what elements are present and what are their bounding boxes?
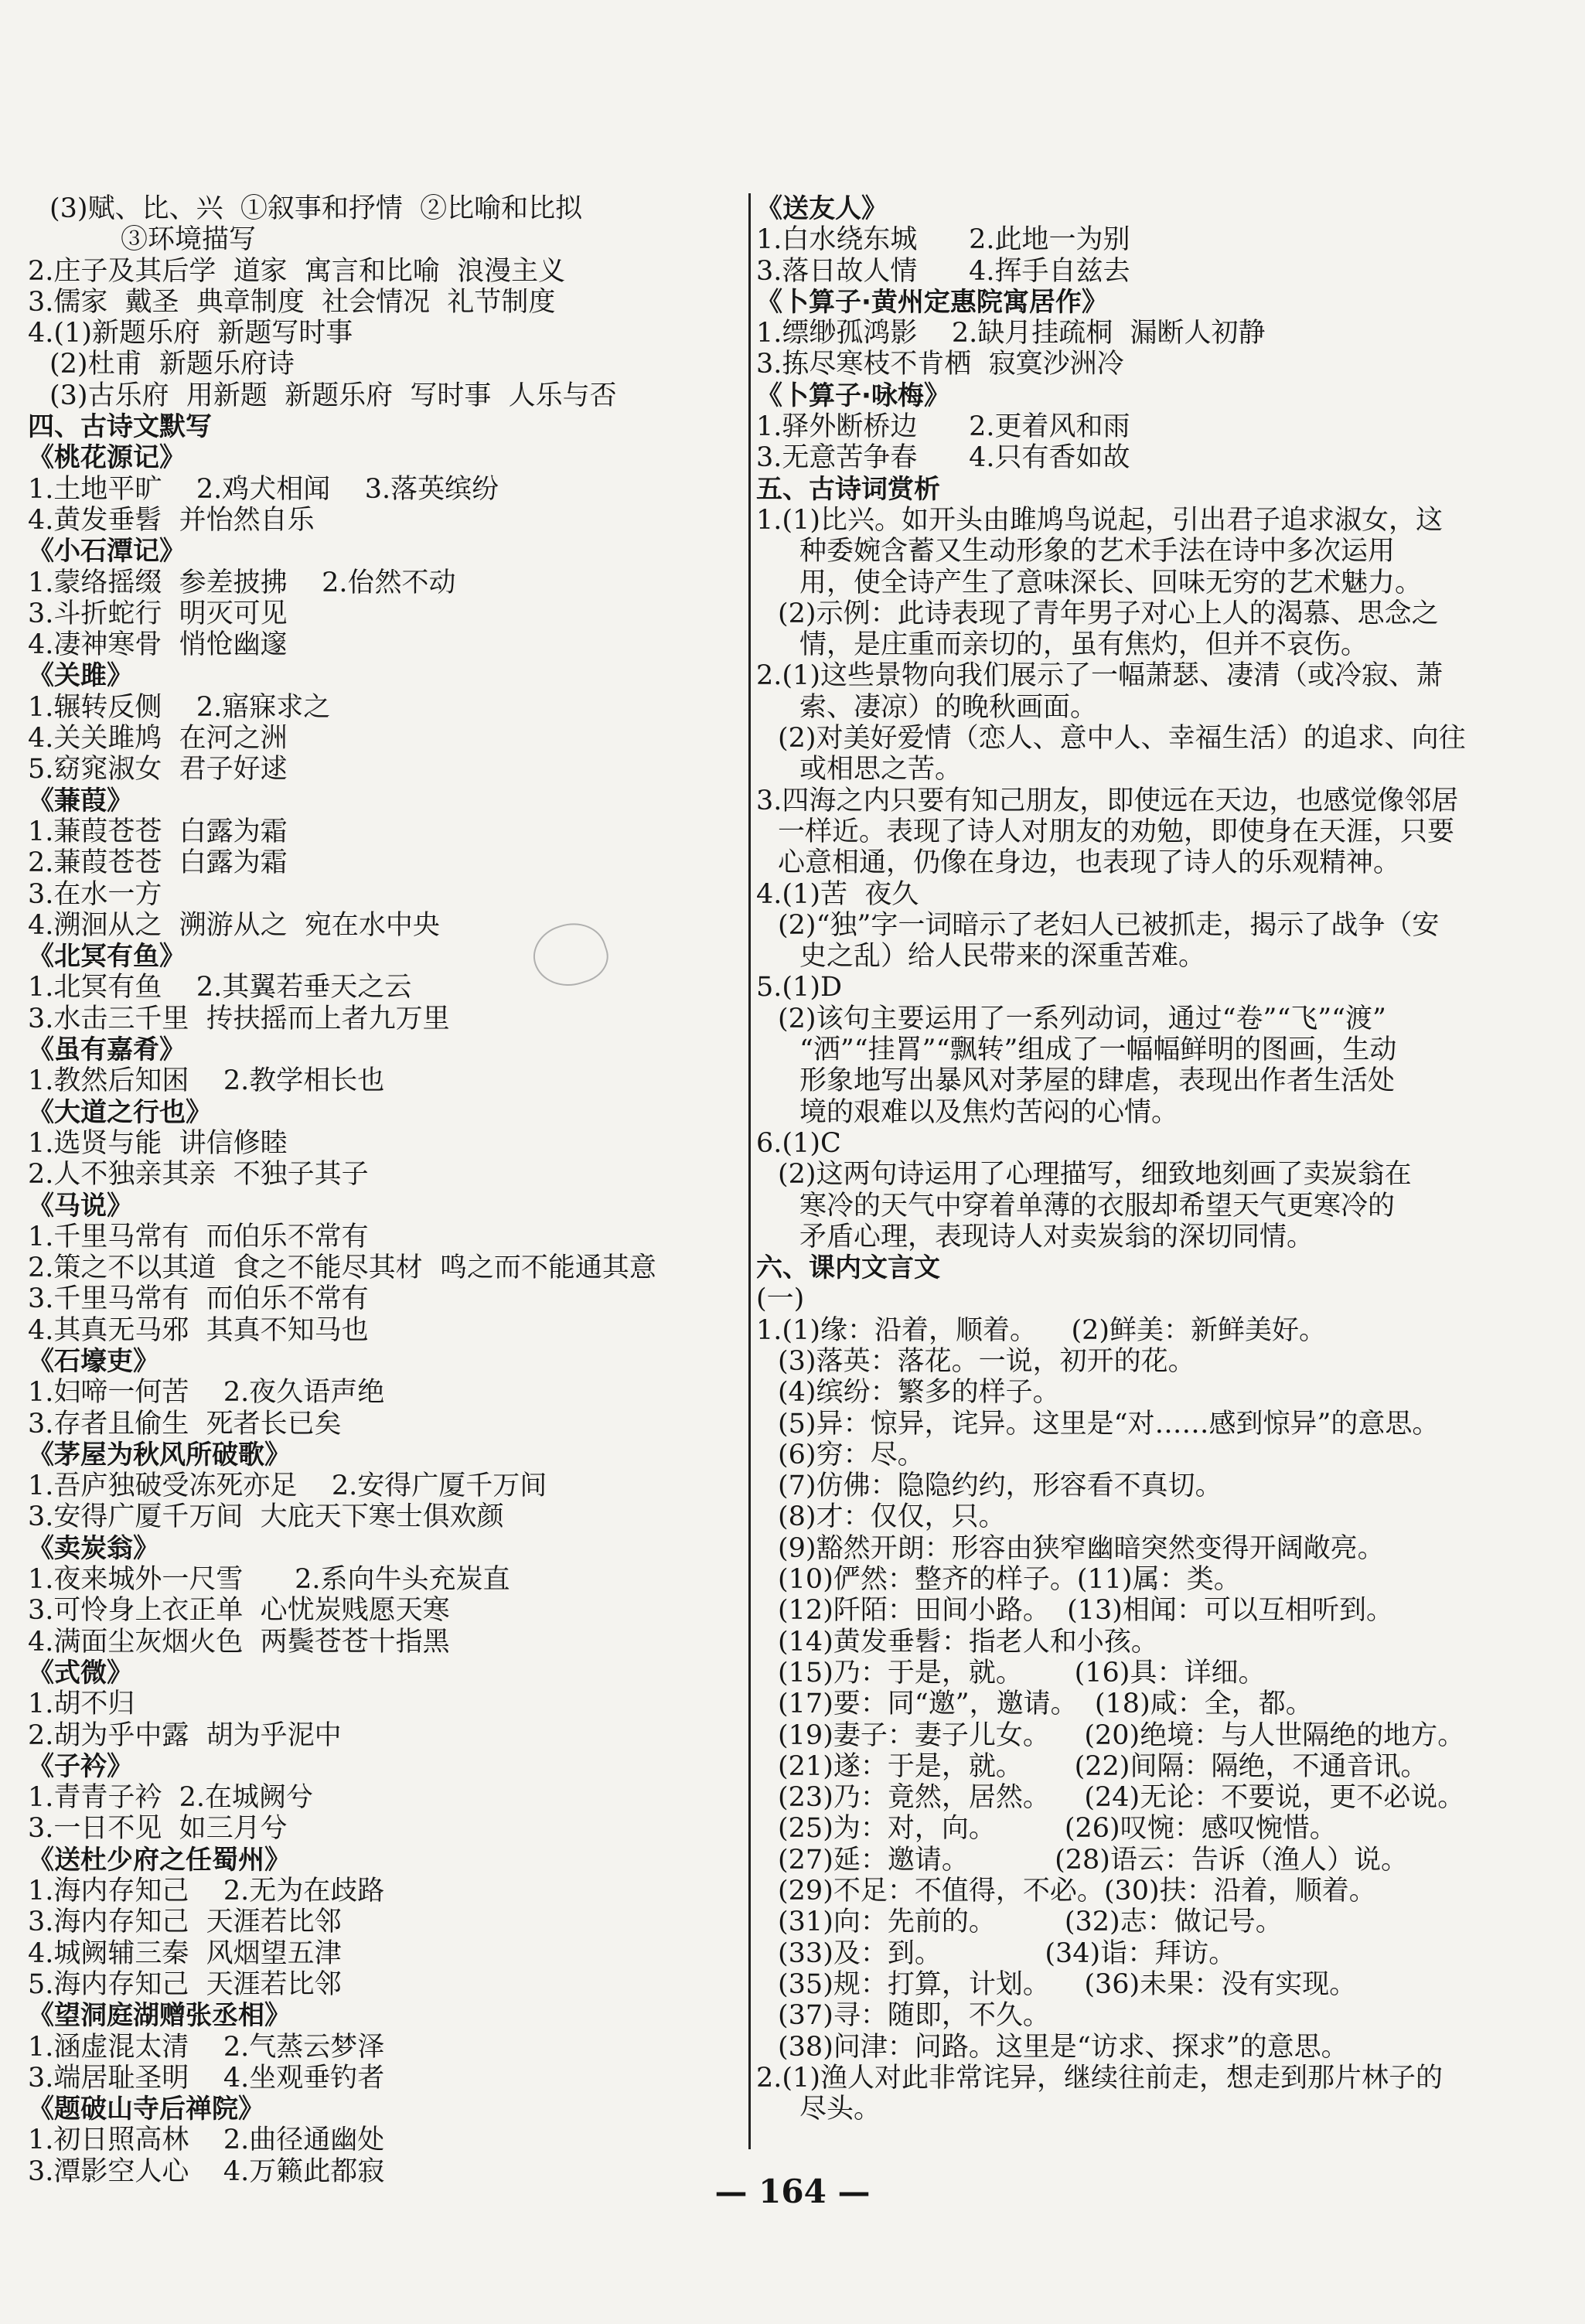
right-line: (8)才：仅仅，只。	[778, 1501, 1006, 1533]
left-line: 3.水击三千里 抟扶摇而上者九万里	[28, 1003, 450, 1034]
left-heading: 《马说》	[28, 1190, 133, 1222]
right-line: 3.四海之内只要有知己朋友，即使远在天边，也感觉像邻居	[756, 785, 1459, 816]
right-line: (9)豁然开朗：形容由狭窄幽暗突然变得开阔敞亮。	[778, 1532, 1385, 1564]
left-line: (3)赋、比、兴 ①叙事和抒情 ②比喻和比拟	[49, 193, 583, 224]
left-line: 1.蒙络摇缀 参差披拂 2.佁然不动	[28, 567, 456, 598]
left-line: 4.凄神寒骨 悄怆幽邃	[28, 629, 288, 661]
left-line: 1.妇啼一何苦 2.夜久语声绝	[28, 1377, 385, 1409]
left-line: 3.存者且偷生 死者长已矣	[28, 1408, 342, 1440]
left-heading: 《北冥有鱼》	[28, 941, 186, 973]
left-line: ③环境描写	[121, 224, 257, 256]
right-line: (31)向：先前的。 (32)志：做记号。	[778, 1907, 1283, 1938]
right-line: 3.落日故人情 4.挥手自兹去	[756, 255, 1130, 287]
left-heading: 《虽有嘉肴》	[28, 1034, 186, 1066]
left-line: 2.策之不以其道 食之不能尽其材 鸣之而不能通其意	[28, 1252, 656, 1284]
right-line: (37)寻：随即，不久。	[778, 2000, 1050, 2032]
right-line: (17)要：同“邀”，邀请。 (18)咸：全，都。	[778, 1688, 1313, 1720]
right-line: (6)穷：尽。	[778, 1439, 925, 1470]
right-line: 寒冷的天气中穿着单薄的衣服却希望天气更寒冷的	[799, 1190, 1396, 1222]
right-line: 1.白水绕东城 2.此地一为别	[756, 224, 1130, 256]
left-heading: 四、古诗文默写	[28, 411, 212, 443]
left-heading: 《石壕吏》	[28, 1345, 159, 1377]
right-heading: 《卜算子·咏梅》	[756, 380, 950, 411]
left-line: 3.安得广厦千万间 大庇天下寒士俱欢颜	[28, 1501, 504, 1533]
right-line: (15)乃：于是，就。 (16)具：详细。	[778, 1657, 1266, 1688]
right-line: 3.拣尽寒枝不肯栖 寂寞沙洲冷	[756, 349, 1124, 380]
left-heading: 《大道之行也》	[28, 1096, 212, 1128]
left-column	[28, 193, 747, 2187]
right-line: (19)妻子：妻子儿女。 (20)绝境：与人世隔绝的地方。	[778, 1719, 1465, 1751]
right-line: 6.(1)C	[756, 1127, 841, 1159]
left-line: 4.关关雎鸠 在河之洲	[28, 723, 288, 755]
left-line: 3.一日不见 如三月兮	[28, 1813, 288, 1845]
left-line: (3)古乐府 用新题 新题乐府 写时事 人乐与否	[49, 380, 617, 411]
left-line: (2)杜甫 新题乐府诗	[49, 349, 295, 380]
right-line: 种委婉含蓄又生动形象的艺术手法在诗中多次运用	[799, 536, 1396, 567]
right-line: (14)黄发垂髫：指老人和小孩。	[778, 1626, 1158, 1658]
left-heading: 《茅屋为秋风所破歌》	[28, 1439, 291, 1470]
right-line: 4.(1)苦 夜久	[756, 878, 919, 910]
right-line: 情，是庄重而亲切的，虽有焦灼，但并不哀伤。	[799, 629, 1369, 661]
right-line: 矛盾心理，表现诗人对卖炭翁的深切同情。	[799, 1221, 1314, 1252]
left-line: 3.千里马常有 而伯乐不常有	[28, 1283, 369, 1315]
right-line: (12)阡陌：田间小路。 (13)相闻：可以互相听到。	[778, 1595, 1393, 1627]
left-line: 1.夜来城外一尺雪 2.系向牛头充炭直	[28, 1564, 510, 1596]
left-line: 1.初日照高林 2.曲径通幽处	[28, 2125, 385, 2156]
left-heading: 《桃花源记》	[28, 442, 186, 474]
left-line: 3.斗折蛇行 明灭可见	[28, 598, 288, 629]
right-line: 一样近。表现了诗人对朋友的劝勉，即使身在天涯，只要	[778, 816, 1455, 847]
left-line: 1.选贤与能 讲信修睦	[28, 1127, 288, 1159]
left-line: 3.海内存知己 天涯若比邻	[28, 1907, 342, 1938]
right-line: (10)俨然：整齐的样子。(11)属：类。	[778, 1564, 1241, 1596]
right-heading: 六、课内文言文	[756, 1252, 940, 1284]
left-line: 4.城阙辅三秦 风烟望五津	[28, 1937, 342, 1969]
right-line: 心意相通，仍像在身边，也表现了诗人的乐观精神。	[778, 847, 1401, 879]
page-number: — 164 —	[714, 2172, 871, 2210]
right-line: (3)落英：落花。一说，初开的花。	[778, 1345, 1195, 1377]
left-line: 1.千里马常有 而伯乐不常有	[28, 1221, 369, 1252]
left-line: 1.涵虚混太清 2.气蒸云梦泽	[28, 2031, 385, 2063]
right-line: 史之乱）给人民带来的深重苦难。	[799, 941, 1206, 973]
left-heading: 《小石潭记》	[28, 536, 186, 567]
left-heading: 《题破山寺后禅院》	[28, 2094, 264, 2125]
right-line: 1.缥缈孤鸿影 2.缺月挂疏桐 漏断人初静	[756, 318, 1266, 349]
right-line: (2)这两句诗运用了心理描写，细致地刻画了卖炭翁在	[778, 1159, 1412, 1191]
left-line: 3.端居耻圣明 4.坐观垂钓者	[28, 2062, 385, 2094]
right-line: 或相思之苦。	[799, 754, 963, 785]
left-line: 3.可怜身上衣正单 心忧炭贱愿天寒	[28, 1595, 450, 1627]
right-line: 索、凄凉）的晚秋画面。	[799, 691, 1098, 723]
right-line: (35)规：打算，计划。 (36)未果：没有实现。	[778, 1968, 1357, 2000]
column-divider	[748, 193, 751, 2149]
left-line: 5.窈窕淑女 君子好逑	[28, 754, 288, 785]
right-line: 3.无意苦争春 4.只有香如故	[756, 442, 1130, 474]
right-line: (2)该句主要运用了一系列动词，通过“卷”“飞”“渡”	[778, 1003, 1386, 1034]
left-line: 1.蒹葭苍苍 白露为霜	[28, 816, 288, 847]
right-line: (23)乃：竟然，居然。 (24)无论：不要说，更不必说。	[778, 1782, 1465, 1814]
left-heading: 《关雎》	[28, 660, 133, 692]
right-line: (2)示例：此诗表现了青年男子对心上人的渴慕、思念之	[778, 598, 1439, 629]
left-line: 1.海内存知己 2.无为在歧路	[28, 1876, 385, 1907]
right-line: 5.(1)D	[756, 972, 843, 1004]
right-heading: 《卜算子·黄州定惠院寓居作》	[756, 286, 1108, 318]
left-line: 1.辗转反侧 2.寤寐求之	[28, 691, 331, 723]
left-line: 4.黄发垂髫 并怡然自乐	[28, 504, 315, 536]
right-line: 2.(1)这些景物向我们展示了一幅萧瑟、凄清（或冷寂、萧	[756, 660, 1443, 692]
right-line: (38)问津：问路。这里是“访求、探求”的意思。	[778, 2031, 1348, 2063]
left-line: 4.溯洄从之 溯游从之 宛在水中央	[28, 909, 440, 941]
left-heading: 《子衿》	[28, 1750, 133, 1782]
left-line: 1.青青子衿 2.在城阙兮	[28, 1782, 314, 1814]
left-line: 2.胡为乎中露 胡为乎泥中	[28, 1719, 342, 1751]
left-line: 2.人不独亲其亲 不独子其子	[28, 1159, 369, 1191]
right-line: 1.驿外断桥边 2.更着风和雨	[756, 411, 1130, 443]
right-column	[756, 193, 1560, 2125]
left-line: 1.胡不归	[28, 1688, 135, 1720]
right-line: (21)遂：于是，就。 (22)间隔：隔绝，不通音讯。	[778, 1750, 1428, 1782]
left-heading: 《卖炭翁》	[28, 1532, 159, 1564]
left-line: 4.(1)新题乐府 新题写时事	[28, 318, 353, 349]
left-line: 3.儒家 戴圣 典章制度 社会情况 礼节制度	[28, 286, 556, 318]
right-line: 境的艰难以及焦灼苦闷的心情。	[799, 1096, 1179, 1128]
left-line: 5.海内存知己 天涯若比邻	[28, 1968, 342, 2000]
right-line: (5)异：惊异，诧异。这里是“对……感到惊异”的意思。	[778, 1408, 1440, 1440]
right-line: “洒”“挂罥”“飘转”组成了一幅幅鲜明的图画，生动	[799, 1034, 1397, 1066]
right-line: (4)缤纷：繁多的样子。	[778, 1377, 1060, 1409]
right-line: (33)及：到。 (34)诣：拜访。	[778, 1937, 1236, 1969]
left-line: 3.潭影空人心 4.万籁此都寂	[28, 2155, 385, 2187]
right-line: 形象地写出暴风对茅屋的肆虐，表现出作者生活处	[799, 1065, 1396, 1097]
right-line: (2)“独”字一词暗示了老妇人已被抓走，揭示了战争（安	[778, 909, 1440, 941]
left-line: 1.土地平旷 2.鸡犬相闻 3.落英缤纷	[28, 473, 499, 505]
right-line: (27)延：邀请。 (28)语云：告诉（渔人）说。	[778, 1844, 1408, 1876]
left-line: 2.蒹葭苍苍 白露为霜	[28, 847, 288, 879]
right-heading: 五、古诗词赏析	[756, 473, 940, 505]
right-line: 1.(1)比兴。如开头由雎鸠鸟说起，引出君子追求淑女，这	[756, 504, 1443, 536]
left-line: 3.在水一方	[28, 878, 162, 910]
right-line: 用，使全诗产生了意味深长、回味无穷的艺术魅力。	[799, 567, 1423, 598]
right-line: 2.(1)渔人对此非常诧异，继续往前走，想走到那片林子的	[756, 2062, 1443, 2094]
left-line: 4.其真无马邪 其真不知马也	[28, 1314, 369, 1346]
right-heading: 《送友人》	[756, 193, 888, 224]
right-line: (29)不足：不值得，不必。(30)扶：沿着，顺着。	[778, 1876, 1376, 1907]
left-line: 2.庄子及其后学 道家 寓言和比喻 浪漫主义	[28, 255, 566, 287]
right-line: (25)为：对，向。 (26)叹惋：感叹惋惜。	[778, 1813, 1337, 1845]
right-line: 1.(1)缘：沿着，顺着。 (2)鲜美：新鲜美好。	[756, 1314, 1327, 1346]
left-line: 1.北冥有鱼 2.其翼若垂天之云	[28, 972, 412, 1004]
left-heading: 《送杜少府之任蜀州》	[28, 1844, 291, 1876]
left-line: 4.满面尘灰烟火色 两鬓苍苍十指黑	[28, 1626, 450, 1658]
left-heading: 《蒹葭》	[28, 785, 133, 816]
left-heading: 《式微》	[28, 1657, 133, 1688]
left-line: 1.吾庐独破受冻死亦足 2.安得广厦千万间	[28, 1470, 547, 1502]
left-heading: 《望洞庭湖赠张丞相》	[28, 2000, 291, 2032]
right-line: (一)	[756, 1283, 805, 1315]
right-line: (2)对美好爱情（恋人、意中人、幸福生活）的追求、向往	[778, 723, 1466, 755]
left-line: 1.教然后知困 2.教学相长也	[28, 1065, 385, 1097]
right-line: 尽头。	[799, 2094, 881, 2125]
right-line: (7)仿佛：隐隐约约，形容看不真切。	[778, 1470, 1222, 1502]
